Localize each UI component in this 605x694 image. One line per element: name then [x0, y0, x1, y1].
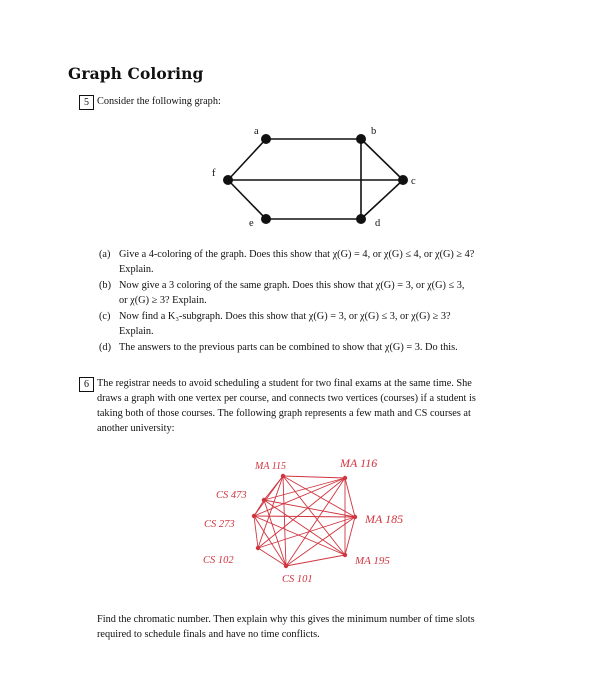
problem-6-line4: another university:: [97, 423, 175, 434]
problem-5-number: 5: [79, 95, 94, 110]
hw-label-ma195: MA 195: [355, 555, 390, 567]
vertex-b: [356, 134, 366, 144]
node-cs273: [252, 514, 256, 518]
label-b: b: [371, 126, 377, 137]
label-a: a: [254, 126, 259, 137]
label-d: d: [375, 218, 381, 229]
problem-6-line3: taking both of those courses. The following graph represents a few math and CS courses at: [97, 408, 471, 419]
part-a: (a) Give a 4-coloring of the graph. Does this show that χ(G) = 4, or χ(G) ≤ 4, or χ(G) ≥ 4? Explain.: [99, 247, 544, 279]
part-a-line1: Give a 4-coloring of the graph. Does this show that χ(G) = 4, or χ(G) ≤ 4, or χ(G) ≥ 4?: [119, 249, 475, 260]
node-ma185: [353, 515, 357, 519]
hw-label-cs101: CS 101: [282, 574, 313, 585]
hw-label-cs273: CS 273: [204, 519, 235, 530]
hw-label-cs473: CS 473: [216, 490, 247, 501]
vertex-f: [223, 175, 233, 185]
section-title: Graph Coloring: [68, 64, 204, 83]
node-ma115: [281, 474, 285, 478]
part-b-line2: or χ(G) ≥ 3? Explain.: [119, 295, 207, 306]
part-c-line2: Explain.: [119, 326, 154, 337]
node-cs101: [284, 564, 288, 568]
node-cs473: [262, 498, 266, 502]
part-b: (b) Now give a 3 coloring of the same graph. Does this show that χ(G) = 3, or χ(G) ≤ 3, or χ(G) ≥ 3? Explain.: [99, 278, 544, 310]
course-graph: [254, 476, 355, 566]
problem-6-statement: [97, 376, 539, 436]
problem-6-question-line2: required to schedule finals and have no time conflicts.: [97, 629, 320, 640]
vertex-c: [398, 175, 408, 185]
label-e: e: [249, 218, 254, 229]
hw-label-cs102: CS 102: [203, 555, 234, 566]
hw-label-ma116: MA 116: [340, 456, 378, 470]
problem-6-question: [97, 612, 542, 642]
part-b-line1: Now give a 3 coloring of the same graph. Does this show that χ(G) = 3, or χ(G) ≤ 3,: [119, 280, 465, 291]
hw-label-ma115: MA 115: [255, 461, 287, 472]
part-d-line1: The answers to the previous parts can be combined to show that χ(G) = 3. Do this.: [119, 342, 458, 353]
part-c: (c) Now find a K₃-subgraph. Does this show that χ(G) = 3, or χ(G) ≤ 3, or χ(G) ≥ 3? Explain.: [99, 309, 544, 341]
vertex-e: [261, 214, 271, 224]
node-cs102: [256, 546, 260, 550]
hw-label-ma185: MA 185: [365, 512, 404, 526]
problem-6-question-line1: Find the chromatic number. Then explain why this gives the minimum number of time slots: [97, 614, 475, 625]
node-ma116: [343, 476, 347, 480]
part-c-line1: Now find a K₃-subgraph. Does this show that χ(G) = 3, or χ(G) ≤ 3, or χ(G) ≥ 3?: [119, 311, 451, 322]
vertex-a: [261, 134, 271, 144]
problem-6-number: 6: [79, 377, 94, 392]
label-f: f: [212, 168, 216, 179]
problem-5-intro: Consider the following graph:: [97, 96, 221, 107]
label-c: c: [411, 176, 416, 187]
part-a-line2: Explain.: [119, 264, 154, 275]
problem-6-line1: The registrar needs to avoid scheduling a student for two final exams at the same time. She: [97, 378, 472, 389]
problem-6-line2: draws a graph with one vertex per course, and connects two vertices (courses) if a student is: [97, 393, 476, 404]
vertex-d: [356, 214, 366, 224]
node-ma195: [343, 553, 347, 557]
part-d: (d) The answers to the previous parts can be combined to show that χ(G) = 3. Do this.: [99, 340, 544, 356]
